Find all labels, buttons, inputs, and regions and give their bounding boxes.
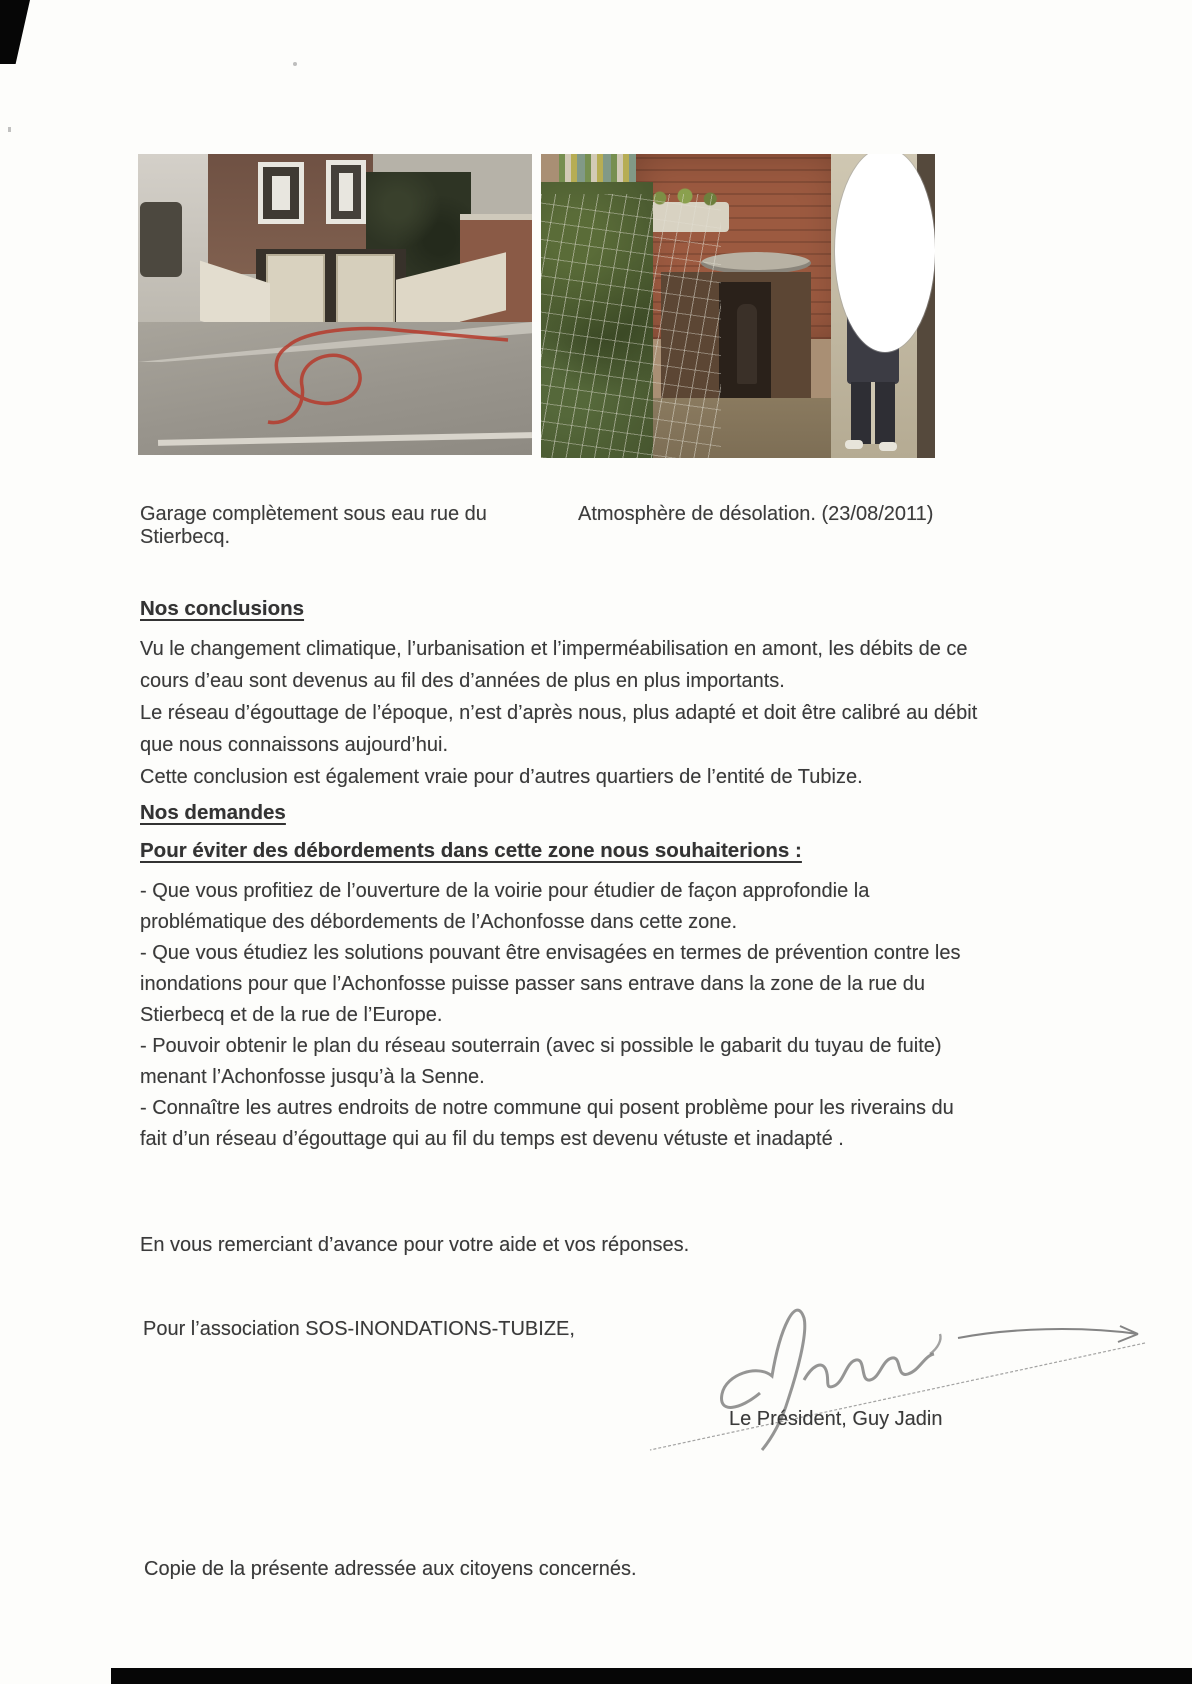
- thanks-line: En vous remerciant d’avance pour votre aide et vos réponses.: [140, 1234, 690, 1256]
- scan-speck: [8, 127, 11, 132]
- copy-note: Copie de la présente adressée aux citoyens concernés.: [144, 1558, 637, 1580]
- conclusions-heading: Nos conclusions: [140, 597, 305, 620]
- demandes-items: [140, 876, 985, 1155]
- handwritten-signature: [590, 1268, 1170, 1468]
- wire-fence: [541, 194, 721, 458]
- conclusions-paragraph: Vu le changement climatique, l’urbanisation et l’imperméabilisation en amont, les débits de ce cours d’eau sont devenus au fil des d’années de plus en plus importants.: [140, 638, 968, 692]
- privacy-mask-ellipse: [835, 154, 935, 352]
- adult-figure-shoes: [879, 442, 897, 451]
- red-hose: [138, 154, 532, 455]
- demandes-heading: Nos demandes: [140, 801, 286, 824]
- demand-item: - Que vous profitiez de l’ouverture de la voirie pour étudier de façon approfondie la problématique des débordements de l’Achonfosse dans cette zone.: [140, 880, 870, 933]
- demand-item: - Que vous étudiez les solutions pouvant être envisagées en termes de prévention contre les inondations pour que l’Achonfosse puisse passer sans entrave dans la zone de la rue du Stierbecq et de la rue de l’Europe.: [140, 942, 961, 1026]
- president-line: Le Président, Guy Jadin: [729, 1408, 943, 1430]
- scan-speck: [293, 62, 297, 66]
- conclusions-paragraphs: [140, 633, 985, 793]
- photo-desolation: [541, 154, 935, 458]
- child-figure: [737, 304, 757, 384]
- conclusions-paragraph: Cette conclusion est également vraie pour d’autres quartiers de l’entité de Tubize.: [140, 766, 863, 788]
- caption-left: Garage complètement sous eau rue du Stierbecq.: [140, 503, 487, 548]
- photo-flooded-garage: [138, 154, 532, 455]
- scan-artifact-top-left: [0, 0, 30, 64]
- demand-item: - Pouvoir obtenir le plan du réseau souterrain (avec si possible le gabarit du tuyau de fuite) menant l’Achonfosse jusqu’à la Senne.: [140, 1035, 942, 1088]
- caption-right: Atmosphère de désolation. (23/08/2011): [578, 503, 934, 525]
- demand-item: - Connaître les autres endroits de notre commune qui posent problème pour les riverains du fait d’un réseau d’égouttage qui au fil du temps est devenu vétuste et inadapté .: [140, 1097, 954, 1150]
- conclusions-paragraph: Le réseau d’égouttage de l’époque, n’est d’après nous, plus adapté et doit être calibré au débit que nous connaissons aujourd’hui.: [140, 702, 978, 756]
- association-line: Pour l’association SOS-INONDATIONS-TUBIZE,: [143, 1318, 575, 1340]
- demandes-subheading: Pour éviter des débordements dans cette zone nous souhaiterions :: [140, 839, 802, 862]
- adult-figure-legs: [851, 382, 895, 444]
- scan-artifact-bottom-bar: [111, 1668, 1192, 1684]
- adult-figure-shoes: [845, 440, 863, 449]
